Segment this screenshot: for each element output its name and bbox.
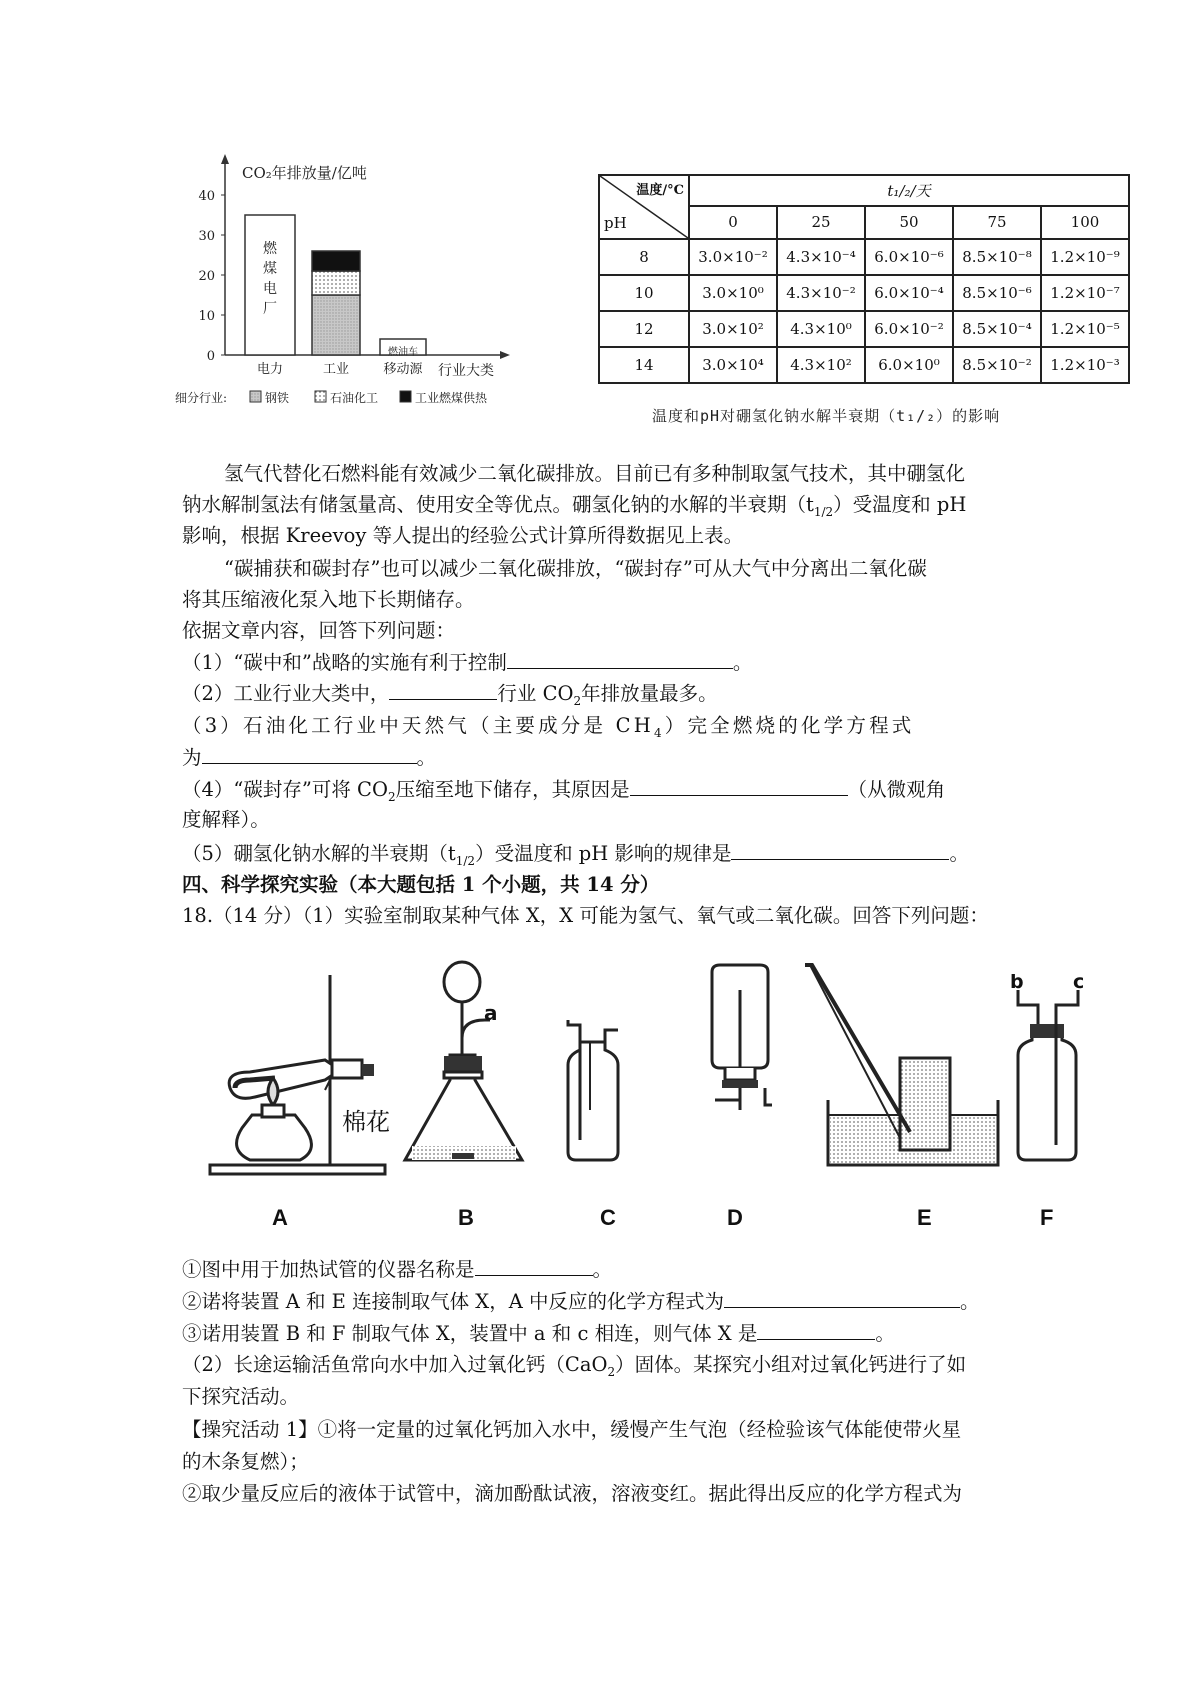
half-life-cell: 4.3×10⁰ <box>777 311 865 347</box>
ph-cell: 10 <box>599 275 689 311</box>
legend-label: 钢铁 <box>265 391 290 405</box>
y-tick-label: 10 <box>198 309 215 324</box>
half-life-cell: 8.5×10⁻⁸ <box>953 239 1041 275</box>
ph-cell: 12 <box>599 311 689 347</box>
half-life-cell: 6.0×10⁻² <box>865 311 953 347</box>
paragraph-line: 钠水解制氢法有储氢量高、使用安全等优点。硼氢化钠的水解的半衰期$(t_{1/2})$受温度和 pH <box>182 493 967 519</box>
bar-inner-label-char: 燃 <box>263 241 277 257</box>
half-life-cell: 6.0×10⁻⁴ <box>865 275 953 311</box>
question-4: （4）“碳封存”可将 $CO_2$压缩至地下储存，其原因是 （从微观角 <box>182 775 945 811</box>
corner-top-label: 温度/°C <box>636 183 684 198</box>
temp-header-3: 75 <box>953 206 1041 239</box>
question-4-cont: 度解释）。 <box>182 808 270 831</box>
temp-header-1: 25 <box>777 206 865 239</box>
cotton-label: 棉花 <box>342 1108 390 1136</box>
half-life-cell: 8.5×10⁻² <box>953 347 1041 383</box>
answer-blank[interactable] <box>724 1287 960 1308</box>
co2-bar-chart <box>170 150 550 415</box>
bar-inner-label-char: 电 <box>263 281 277 297</box>
activity-1-line: ②取少量反应后的液体于试管中，滴加酚酞试液，溶液变红。据此得出反应的化学方程式为 <box>182 1482 963 1505</box>
y-tick-label: 40 <box>198 189 215 204</box>
half-life-cell: 4.3×10⁻² <box>777 275 865 311</box>
answer-blank[interactable] <box>757 1319 875 1340</box>
temp-header-0: 0 <box>689 206 777 239</box>
table-group-header: t₁/₂/天 <box>689 175 1129 206</box>
half-life-cell: 4.3×10⁻⁴ <box>777 239 865 275</box>
activity-1-line: 的木条复燃）； <box>182 1450 309 1473</box>
apparatus-e <box>805 965 998 1165</box>
half-life-cell: 4.3×10² <box>777 347 865 383</box>
bar-segment-工业燃煤供热 <box>312 251 360 271</box>
x-axis-label: 行业大类 <box>438 363 494 379</box>
half-life-cell: 3.0×10² <box>689 311 777 347</box>
instruction-line: 依据文章内容，回答下列问题： <box>182 619 456 642</box>
bar-segment-钢铁 <box>312 295 360 355</box>
label-c: c <box>1073 971 1085 993</box>
paragraph-line: 将其压缩液化泵入地下长期储存。 <box>182 588 475 611</box>
legend-swatch <box>315 391 326 402</box>
subquestion-2: ②诺将装置 A 和 E 连接制取气体 X，A 中反应的化学方程式为 。 <box>182 1287 980 1316</box>
question-3-cont: 为 。 <box>182 743 436 772</box>
answer-blank[interactable] <box>389 679 497 700</box>
temp-header-4: 100 <box>1041 206 1129 239</box>
half-life-table <box>598 174 1130 384</box>
legend-label: 石油化工 <box>330 391 379 405</box>
bar-segment-石油化工 <box>312 271 360 295</box>
half-life-cell: 1.2×10⁻³ <box>1041 347 1129 383</box>
section-heading: 四、科学探究实验（本大题包括 1 个小题，共 14 分） <box>182 873 660 896</box>
half-life-cell: 3.0×10⁴ <box>689 347 777 383</box>
answer-blank[interactable] <box>731 839 949 860</box>
apparatus-b <box>405 962 522 1160</box>
lab-apparatus-figure <box>200 960 1160 1180</box>
question-18: 18.（14 分）（1）实验室制取某种气体 X，X 可能为氢气、氧气或二氧化碳。回答下列问题： <box>182 904 989 927</box>
y-axis-arrow <box>221 154 229 164</box>
paragraph-line: 氢气代替化石燃料能有效减少二氧化碳排放。目前已有多种制取氢气技术，其中硼氢化 <box>224 462 966 485</box>
paragraph-line: 影响，根据 Kreevoy 等人提出的经验公式计算所得数据见上表。 <box>182 524 744 547</box>
bar-inner-label-char: 厂 <box>263 301 277 317</box>
legend-label: 工业燃煤供热 <box>415 391 488 405</box>
question-5: （5）硼氢化钠水解的半衰期$(t_{1/2})$受温度和 pH 影响的规律是 。 <box>182 839 969 875</box>
chart-title: CO₂年排放量/亿吨 <box>242 164 367 182</box>
half-life-cell: 1.2×10⁻⁷ <box>1041 275 1129 311</box>
subquestion-1: ①图中用于加热试管的仪器名称是 。 <box>182 1255 612 1284</box>
answer-blank[interactable] <box>630 775 848 796</box>
apparatus-label-a: A <box>272 1205 288 1230</box>
apparatus-label-c: C <box>600 1205 616 1230</box>
apparatus-label-e: E <box>917 1205 932 1230</box>
y-tick-label: 20 <box>198 269 215 284</box>
table-corner-cell <box>599 175 689 239</box>
ph-cell: 14 <box>599 347 689 383</box>
bar-inner-label: 燃油车 <box>388 347 418 358</box>
part-2-line: （2）长途运输活鱼常向水中加入过氧化钙（CaO$_2$）固体。某探究小组对过氧化钙进行了如 <box>182 1353 967 1379</box>
y-tick-label: 30 <box>198 229 215 244</box>
half-life-cell: 3.0×10⁻² <box>689 239 777 275</box>
apparatus-label-b: B <box>458 1205 474 1230</box>
apparatus-label-d: D <box>727 1205 743 1230</box>
apparatus-c <box>568 1020 618 1160</box>
apparatus-f <box>1018 990 1078 1160</box>
corner-bottom-label: pH <box>604 214 627 232</box>
table-caption: 温度和pH对硼氢化钠水解半衰期（t₁/₂）的影响 <box>652 407 1001 425</box>
table-row <box>599 275 1129 311</box>
apparatus-d <box>712 965 772 1110</box>
half-life-cell: 3.0×10⁰ <box>689 275 777 311</box>
table-row <box>599 239 1129 275</box>
apparatus-a <box>210 975 385 1174</box>
subquestion-3: ③诺用装置 B 和 F 制取气体 X，装置中 a 和 c 相连，则气体 X 是 。 <box>182 1319 895 1348</box>
legend-swatch <box>400 391 411 402</box>
activity-1-line: 【操究活动 1】①将一定量的过氧化钙加入水中，缓慢产生气泡（经检验该气体能使带火星 <box>182 1418 962 1441</box>
answer-blank[interactable] <box>202 743 417 764</box>
legend-swatch <box>250 391 261 402</box>
x-tick-label: 电力 <box>256 362 284 377</box>
ph-cell: 8 <box>599 239 689 275</box>
question-2: （2）工业行业大类中， 行业 $CO_2$年排放量最多。 <box>182 679 718 715</box>
half-life-cell: 1.2×10⁻⁹ <box>1041 239 1129 275</box>
label-a: a <box>484 1001 498 1025</box>
half-life-cell: 8.5×10⁻⁶ <box>953 275 1041 311</box>
table-row <box>599 311 1129 347</box>
answer-blank[interactable] <box>475 1255 593 1276</box>
question-3: （3）石油化工行业中天然气（主要成分是 $CH_4$）完全燃烧的化学方程式 <box>182 714 915 740</box>
label-b: b <box>1010 971 1024 993</box>
x-tick-label: 工业 <box>322 362 350 377</box>
question-1: （1）“碳中和”战略的实施有利于控制 。 <box>182 648 752 677</box>
x-axis-arrow <box>500 351 510 359</box>
paragraph-line: “碳捕获和碳封存”也可以减少二氧化碳排放，“碳封存”可从大气中分离出二氧化碳 <box>224 557 927 580</box>
answer-blank[interactable] <box>507 648 733 669</box>
apparatus-label-f: F <box>1040 1205 1054 1230</box>
bar-inner-label-char: 煤 <box>263 261 277 277</box>
table-row <box>599 347 1129 383</box>
half-life-cell: 1.2×10⁻⁵ <box>1041 311 1129 347</box>
half-life-cell: 6.0×10⁰ <box>865 347 953 383</box>
legend-prefix: 细分行业: <box>175 391 228 405</box>
half-life-cell: 8.5×10⁻⁴ <box>953 311 1041 347</box>
half-life-cell: 6.0×10⁻⁶ <box>865 239 953 275</box>
x-tick-label: 移动源 <box>383 362 423 377</box>
y-tick-label: 0 <box>206 349 215 364</box>
part-2-line: 下探究活动。 <box>182 1385 300 1408</box>
temp-header-2: 50 <box>865 206 953 239</box>
